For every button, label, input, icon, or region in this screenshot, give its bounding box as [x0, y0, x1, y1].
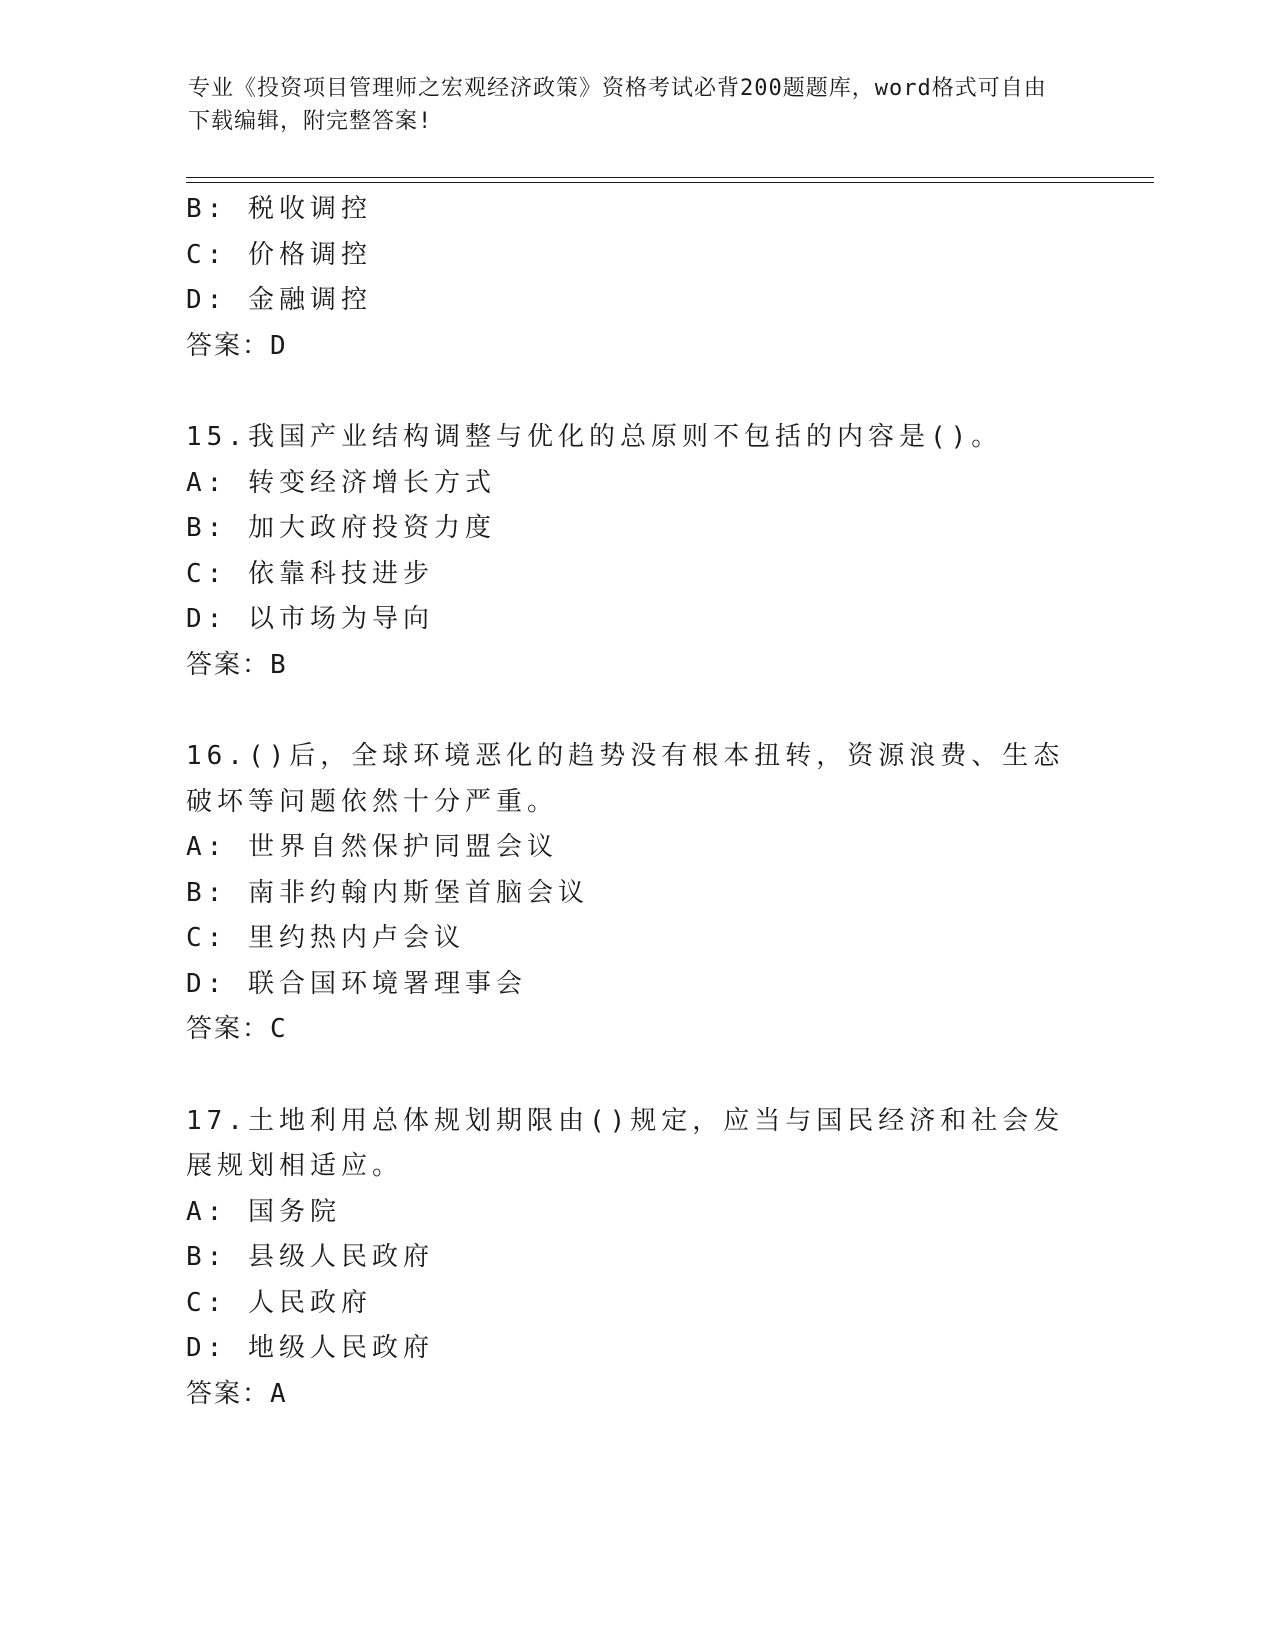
- question-block-17: [186, 1099, 1086, 1418]
- answer-line: 答案：C: [186, 1014, 288, 1044]
- question-block-15: [186, 415, 1086, 688]
- question-block-14: [186, 187, 1086, 369]
- question-list: [186, 187, 1086, 1417]
- option-c: C: 依靠科技进步: [186, 558, 434, 589]
- header-rule-bottom: [186, 182, 1154, 183]
- option-c: C: 价格调控: [186, 239, 372, 270]
- question-stem: 17.土地利用总体规划期限由()规定，应当与国民经济和社会发展规划相适应。: [186, 1105, 1065, 1181]
- option-d: D: 联合国环境署理事会: [186, 968, 527, 999]
- option-b: B: 税收调控: [186, 194, 372, 224]
- header-rule-top: [186, 177, 1154, 178]
- question-stem: 15.我国产业结构调整与优化的总原则不包括的内容是()。: [186, 422, 1003, 452]
- answer-line: 答案：A: [186, 1378, 288, 1409]
- option-a: A: 转变经济增长方式: [186, 467, 496, 498]
- spacer: [186, 369, 1086, 415]
- option-b: B: 南非约翰内斯堡首脑会议: [186, 877, 589, 908]
- option-c: C: 里约热内卢会议: [186, 923, 465, 953]
- option-d: D: 地级人民政府: [186, 1333, 434, 1363]
- question-block-16: [186, 734, 1086, 1053]
- document-header: 专业《投资项目管理师之宏观经济政策》资格考试必背200题题库，word格式可自由下载编辑，附完整答案!: [188, 76, 1047, 134]
- option-d: D: 以市场为导向: [186, 604, 434, 634]
- option-a: A: 国务院: [186, 1196, 341, 1227]
- spacer: [186, 1053, 1086, 1099]
- option-b: B: 加大政府投资力度: [186, 513, 496, 543]
- answer-line: 答案：D: [186, 330, 288, 361]
- spacer: [186, 688, 1086, 734]
- option-a: A: 世界自然保护同盟会议: [186, 832, 558, 862]
- option-d: D: 金融调控: [186, 285, 372, 315]
- option-c: C: 人民政府: [186, 1287, 372, 1318]
- question-stem: 16.()后，全球环境恶化的趋势没有根本扭转，资源浪费、生态破坏等问题依然十分严重。: [186, 741, 1065, 817]
- answer-line: 答案：B: [186, 649, 288, 680]
- option-b: B: 县级人民政府: [186, 1242, 434, 1272]
